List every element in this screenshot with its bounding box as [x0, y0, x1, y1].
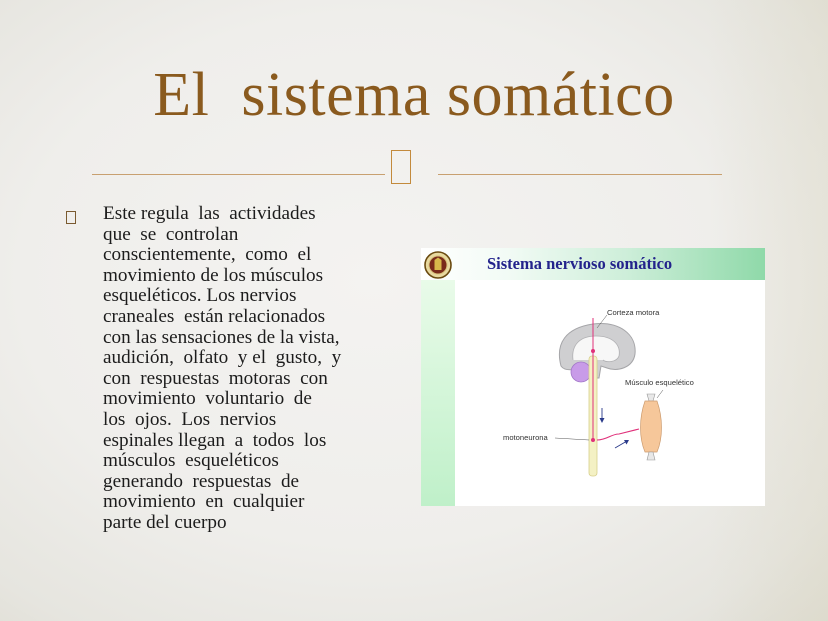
- body-line: generando respuestas de: [103, 470, 300, 492]
- body-line: esqueléticos. Los nervios: [103, 285, 297, 307]
- cortex-label: Corteza motora: [607, 308, 660, 317]
- muscle-label: Músculo esquelético: [625, 378, 694, 387]
- body-paragraph: [103, 204, 403, 534]
- body-line: conscientemente, como el: [103, 244, 312, 266]
- body-line: craneales están relacionados: [103, 305, 326, 327]
- title-rule-left: [92, 174, 385, 175]
- body-line: con las sensaciones de la vista,: [103, 326, 340, 348]
- skeletal-muscle-illustration: [641, 394, 662, 460]
- body-line: los ojos. Los nervios: [103, 408, 277, 430]
- cerebellum-shape: [571, 362, 591, 382]
- body-line: parte del cuerpo: [103, 511, 227, 533]
- figure-title: Sistema nervioso somático: [487, 254, 673, 273]
- muscle-leader-line: [657, 390, 663, 398]
- ornament-icon: [391, 150, 411, 184]
- title-rule-right: [438, 174, 722, 175]
- body-line: músculos esqueléticos: [103, 450, 279, 472]
- body-line: que se controlan: [103, 223, 239, 245]
- cortex-neuron-dot: [591, 349, 595, 353]
- down-arrow-icon: [600, 418, 605, 423]
- body-line: movimiento voluntario de: [103, 388, 312, 410]
- neural-pathway-diagram: [421, 248, 765, 506]
- body-line: movimiento en cualquier: [103, 491, 305, 513]
- motoneuron-dot: [591, 438, 595, 442]
- slide-title: El sistema somático: [153, 61, 675, 129]
- bullet-icon: [66, 211, 76, 224]
- motoneuron-leader-line: [555, 438, 589, 440]
- motor-axon-line: [597, 429, 639, 440]
- body-line: Este regula las actividades: [103, 203, 316, 224]
- body-line: con respuestas motoras con: [103, 367, 328, 389]
- body-line: audición, olfato y el gusto, y: [103, 347, 342, 369]
- body-line: movimiento de los músculos: [103, 264, 324, 286]
- body-line: espinales llegan a todos los: [103, 429, 327, 451]
- motoneuron-label: motoneurona: [503, 433, 548, 442]
- somatic-nervous-system-figure: [421, 248, 765, 506]
